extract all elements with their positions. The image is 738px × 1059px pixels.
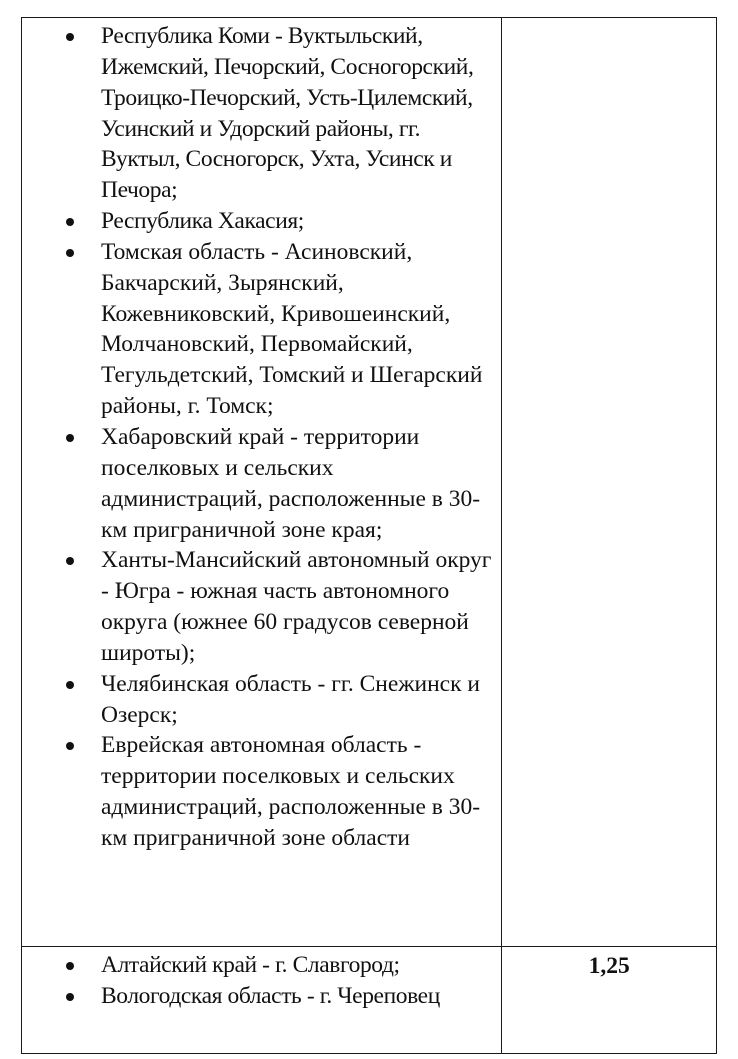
list-item xyxy=(22,545,491,668)
bullet-icon xyxy=(66,557,74,565)
bullet-icon xyxy=(66,434,74,442)
list-item xyxy=(22,730,491,853)
bullet-icon xyxy=(66,962,74,970)
list-item xyxy=(22,237,491,422)
list-item xyxy=(22,21,491,206)
list-item-text: Ханты-Мансийский автономный округ - Югра - южная часть автономного округа (южнее 60 градусов северной широты); xyxy=(101,547,492,666)
regions-list xyxy=(22,18,501,854)
regions-cell xyxy=(22,18,502,947)
list-item-text: Алтайский край - г. Славгород; xyxy=(101,952,400,978)
bullet-icon xyxy=(66,218,74,226)
list-item xyxy=(22,950,491,981)
table-row xyxy=(22,947,717,1054)
list-item-text: Томская область - Асиновский, Бакчарский, Зырянский, Кожевниковский, Кривошеинский, Молчановский, Первомайский, Тегульдетский, Томский и Шегарский районы, г. Томск; xyxy=(101,238,483,420)
list-item-text: Хабаровский край - территории поселковых и сельских администраций, расположенные в 30-км приграничной зоне края; xyxy=(101,423,481,543)
coefficient-value xyxy=(502,18,716,22)
coefficient-value: 1,25 xyxy=(588,953,630,979)
list-item xyxy=(22,981,491,1012)
list-item-text: Челябинская область - гг. Снежинск и Озерск; xyxy=(101,670,480,728)
list-item-text: Республика Коми - Вуктыльский, Ижемский, Печорский, Сосногорский, Троицко-Печорский, Усть-Цилемский, Усинский и Удорский районы, гг. Вуктыл, Сосногорск, Ухта, Усинск и Печора; xyxy=(101,23,474,204)
bullet-icon xyxy=(66,742,74,750)
bullet-icon xyxy=(66,249,74,257)
regions-coefficient-table xyxy=(21,17,717,1054)
coefficient-cell xyxy=(502,18,717,947)
list-item xyxy=(22,206,491,237)
list-item-text: Еврейская автономная область - территории поселковых и сельских администраций, расположенные в 30-км приграничной зоне области xyxy=(101,732,481,851)
bullet-icon xyxy=(66,33,74,41)
regions-cell xyxy=(22,947,502,1054)
list-item-text: Вологодская область - г. Череповец xyxy=(101,982,440,1009)
regions-list xyxy=(22,947,501,1012)
coefficient-cell xyxy=(502,947,717,1054)
list-item-text: Республика Хакасия; xyxy=(101,208,304,235)
list-item xyxy=(22,669,491,731)
table-row xyxy=(22,18,717,947)
bullet-icon xyxy=(66,993,74,1001)
bullet-icon xyxy=(66,681,74,689)
list-item xyxy=(22,422,491,545)
